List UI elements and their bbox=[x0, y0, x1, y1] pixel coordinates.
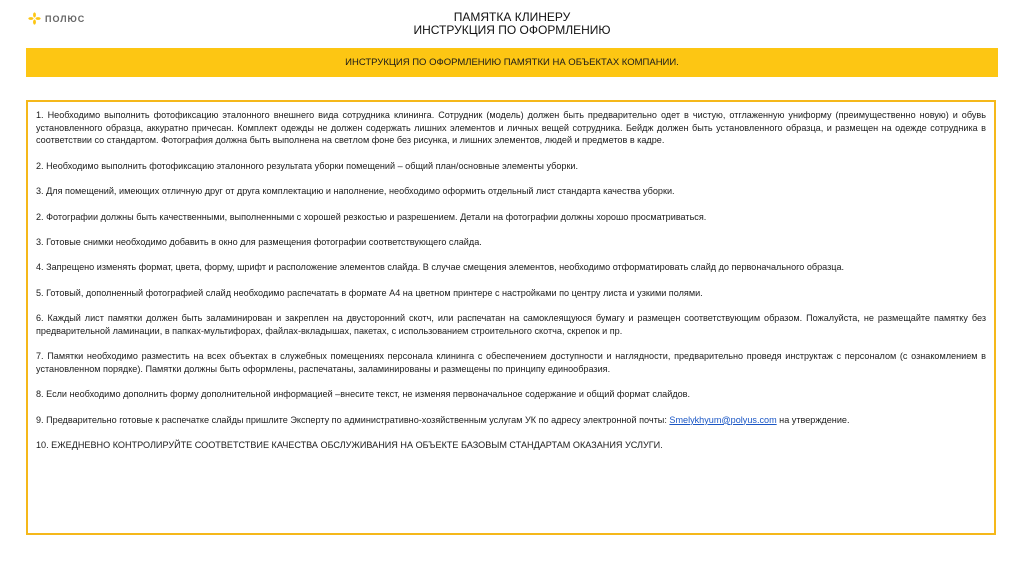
instruction-item: 7. Памятки необходимо разместить на всех объектах в служебных помещениях персонала клининга с обеспечением доступности и наглядности, предварительно проведя инструктаж с персоналом (с ознакомлением в установленном порядке). Памятки должны быть оформлены, распечатаны, заламинированы и размещены по принципу единообразия. bbox=[36, 351, 986, 374]
instructions-box bbox=[26, 100, 996, 535]
instruction-item-10: 10. ЕЖЕДНЕВНО КОНТРОЛИРУЙТЕ СООТВЕТСТВИЕ КАЧЕСТВА ОБСЛУЖИВАНИЯ НА ОБЪЕКТЕ БАЗОВЫМ СТАНДАРТАМ ОКАЗАНИЯ УСЛУГИ. bbox=[36, 440, 663, 451]
item9-text-before: 9. Предварительно готовые к распечатке слайды пришлите Эксперту по административно-хозяйственным услугам УК по адресу электронной почты: bbox=[36, 414, 670, 425]
instruction-item: 2. Фотографии должны быть качественными, выполненными с хорошей резкостью и разрешением. Детали на фотографии должны хорошо просматриваться. bbox=[36, 211, 707, 222]
instruction-item: 3. Готовые снимки необходимо добавить в окно для размещения фотографии соответствующего слайда. bbox=[36, 236, 482, 247]
instruction-item: 1. Необходимо выполнить фотофиксацию эталонного внешнего вида сотрудника клининга. Сотрудник (модель) должен быть предварительно одет в чистую, отглаженную униформу (преимущественно новую) и обувь установленного образца, аккуратно причесан. Комплект одежды не должен содержать лишних элементов и личных вещей сотрудника. Бейдж должен быть установленного образца, и размещен на одежде сотрудника в соответствии со стандартом. Фотография должна быть выполнена на светлом фоне без рисунка, и лишних элементов, людей и предметов в кадре. bbox=[36, 110, 986, 146]
title-line-1: ПАМЯТКА КЛИНЕРУ bbox=[453, 10, 571, 24]
instruction-banner bbox=[26, 48, 998, 77]
banner-text: ИНСТРУКЦИЯ ПО ОФОРМЛЕНИЮ ПАМЯТКИ НА ОБЪЕКТАХ КОМПАНИИ. bbox=[345, 57, 679, 68]
instruction-item: 4. Запрещено изменять формат, цвета, форму, шрифт и расположение элементов слайда. В случае смещения элементов, необходимо отформатировать слайд до первоначального образца. bbox=[36, 262, 845, 273]
instruction-item: 5. Готовый, дополненный фотографией слайд необходимо распечатать в формате А4 на цветном принтере с настройками по центру листа и узкими полями. bbox=[36, 287, 703, 298]
item9-text-after: на утверждение. bbox=[776, 414, 850, 425]
instruction-item: 8. Если необходимо дополнить форму дополнительной информацией –внесите текст, не изменяя первоначальное содержание и общий формат слайдов. bbox=[36, 389, 691, 400]
instruction-item: 2. Необходимо выполнить фотофиксацию эталонного результата уборки помещений – общий план/основные элементы уборки. bbox=[36, 160, 579, 171]
instruction-item-9 bbox=[36, 414, 986, 427]
logo-text: ПОЛЮС bbox=[45, 13, 86, 24]
instruction-item: 6. Каждый лист памятки должен быть заламинирован и закреплен на двусторонний скотч, или распечатан на самоклеящуюся бумагу и размещен соответствующим образом. Пожалуйста, не размещайте памятку без предварительной ламинации, в папках-мультифорах, файлах-вкладышах, пакетах, с использованием строительного скотча, скрепок и пр. bbox=[36, 313, 986, 336]
email-link[interactable]: Smelykhyum@polyus.com bbox=[669, 414, 777, 425]
page-title bbox=[0, 11, 1024, 37]
instruction-item: 3. Для помещений, имеющих отличную друг от друга комплектацию и наполнение, необходимо оформить отдельный лист стандарта качества уборки. bbox=[36, 186, 675, 197]
title-line-2: ИНСТРУКЦИЯ ПО ОФОРМЛЕНИЮ bbox=[413, 23, 611, 37]
